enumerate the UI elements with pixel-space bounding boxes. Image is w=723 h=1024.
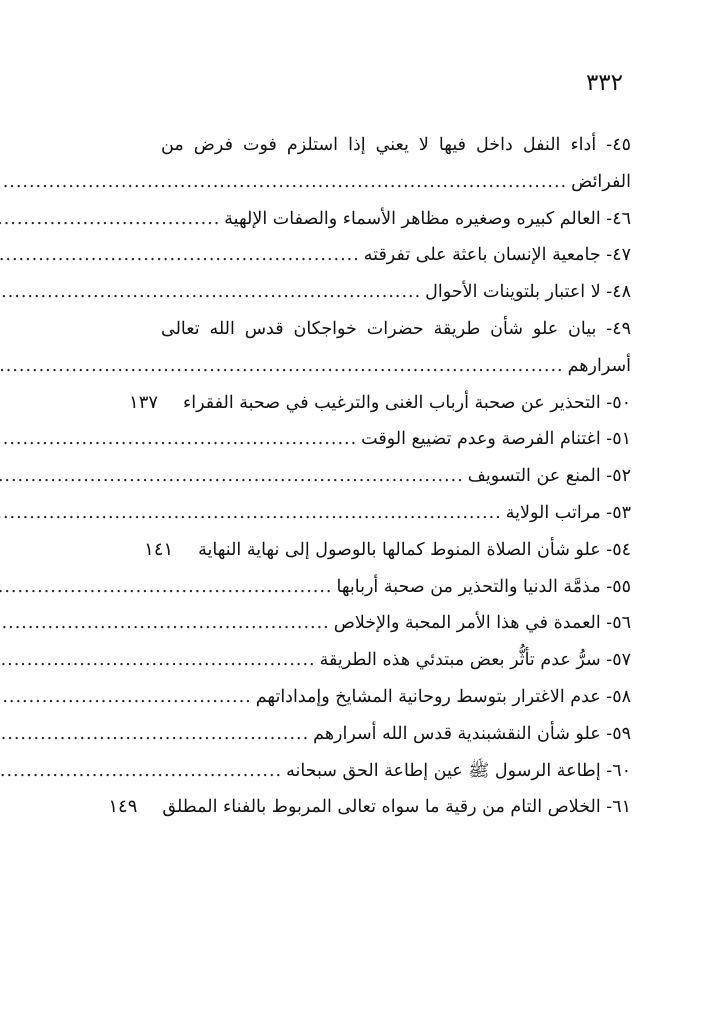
toc-entry-title: ٥٣- مراتب الولاية [505, 502, 631, 523]
toc-entry-title: ٥٢- المنع عن التسويف [467, 466, 631, 487]
toc-entry-54 [144, 532, 631, 569]
toc-entry-55 [161, 569, 631, 606]
dot-leader [0, 274, 421, 311]
toc-entry-51 [161, 421, 631, 458]
toc-entry-59 [161, 716, 631, 753]
toc-entry-title: أسرارهم [567, 355, 631, 376]
dot-leader [0, 495, 502, 532]
toc-entry-title: ٦٠- إطاعة الرسول ﷺ عين إطاعة الحق سبحانه [286, 760, 631, 781]
toc-entry-title: ٥٠- التحذير عن صحبة أرباب الغنى والترغيب في صحبة الفقراء [183, 392, 631, 413]
toc-entry-56 [161, 605, 631, 642]
toc-entry-title: ٥٥- مذمَّة الدنيا والتحذير من صحبة أربابها [336, 576, 631, 597]
toc-entry-45-line2 [161, 164, 631, 201]
toc-entry-page: ١٤٩ [108, 796, 138, 818]
dot-leader [0, 753, 282, 790]
dot-leader [0, 164, 567, 201]
dot-leader [0, 421, 357, 458]
toc-entry-title: ٥٦- العمدة في هذا الأمر المحبة والإخلاص [333, 613, 631, 634]
toc-entry-title: ٥٩- علو شأن النقشبندية قدس الله أسرارهم [313, 723, 631, 744]
dot-leader [0, 237, 360, 274]
toc-entry-page: ١٤١ [144, 538, 174, 560]
toc-entry-46 [161, 201, 631, 238]
dot-leader [0, 679, 252, 716]
toc-entry-50 [129, 385, 631, 422]
toc-entry-53 [161, 495, 631, 532]
dot-leader [0, 201, 220, 238]
toc-entry-47 [161, 237, 631, 274]
table-of-contents [108, 127, 632, 826]
toc-entry-title: ٤٥- أداء النفل داخل فيها لا يعني إذا استلزم فوت فرض من [161, 135, 631, 155]
toc-entry-61 [108, 789, 631, 826]
toc-entry-60 [161, 753, 631, 790]
toc-entry-title: ٥٤- علو شأن الصلاة المنوط كمالها بالوصول إلى نهاية النهاية [198, 539, 631, 560]
dot-leader [0, 458, 464, 495]
toc-entry-title: ٤٧- جامعية الإنسان باعثة على تفرقته [363, 245, 631, 266]
toc-entry-57 [161, 642, 631, 679]
dot-leader [0, 569, 332, 606]
toc-entry-title: ٥٧- سرُّ عدم تأثُّر بعض مبتدئي هذه الطريقة [319, 650, 631, 671]
dot-leader [0, 348, 564, 385]
toc-entry-title: ٤٩- بيان علو شأن طريقة حضرات خواجكان قدس الله تعالى [161, 318, 632, 339]
toc-entry-title: ٥٨- عدم الاغترار بتوسط روحانية المشايخ وإمداداتهم [255, 686, 631, 707]
dot-leader [0, 716, 309, 753]
toc-entry-page: ١٣٧ [129, 391, 159, 413]
toc-entry-48 [161, 274, 631, 311]
toc-entry-title: ٦١- الخلاص التام من رقية ما سواه تعالى المربوط بالفناء المطلق [162, 797, 631, 818]
dot-leader [0, 605, 330, 642]
toc-entry-49-line2 [161, 348, 631, 385]
toc-entry-title: الفرائض [571, 171, 631, 192]
page-number: ٣٣٢ [585, 70, 623, 96]
toc-entry-58 [161, 679, 631, 716]
toc-entry-title: ٤٦- العالم كبيره وصغيره مظاهر الأسماء والصفات الإلهية [224, 208, 631, 229]
toc-entry-title: ٤٨- لا اعتبار بلتوينات الأحوال [425, 282, 631, 303]
toc-entry-45-line1 [161, 127, 631, 164]
toc-entry-52 [161, 458, 631, 495]
toc-entry-title: ٥١- اغتنام الفرصة وعدم تضييع الوقت [361, 429, 631, 450]
dot-leader [0, 642, 316, 679]
toc-entry-49-line1 [161, 311, 631, 348]
